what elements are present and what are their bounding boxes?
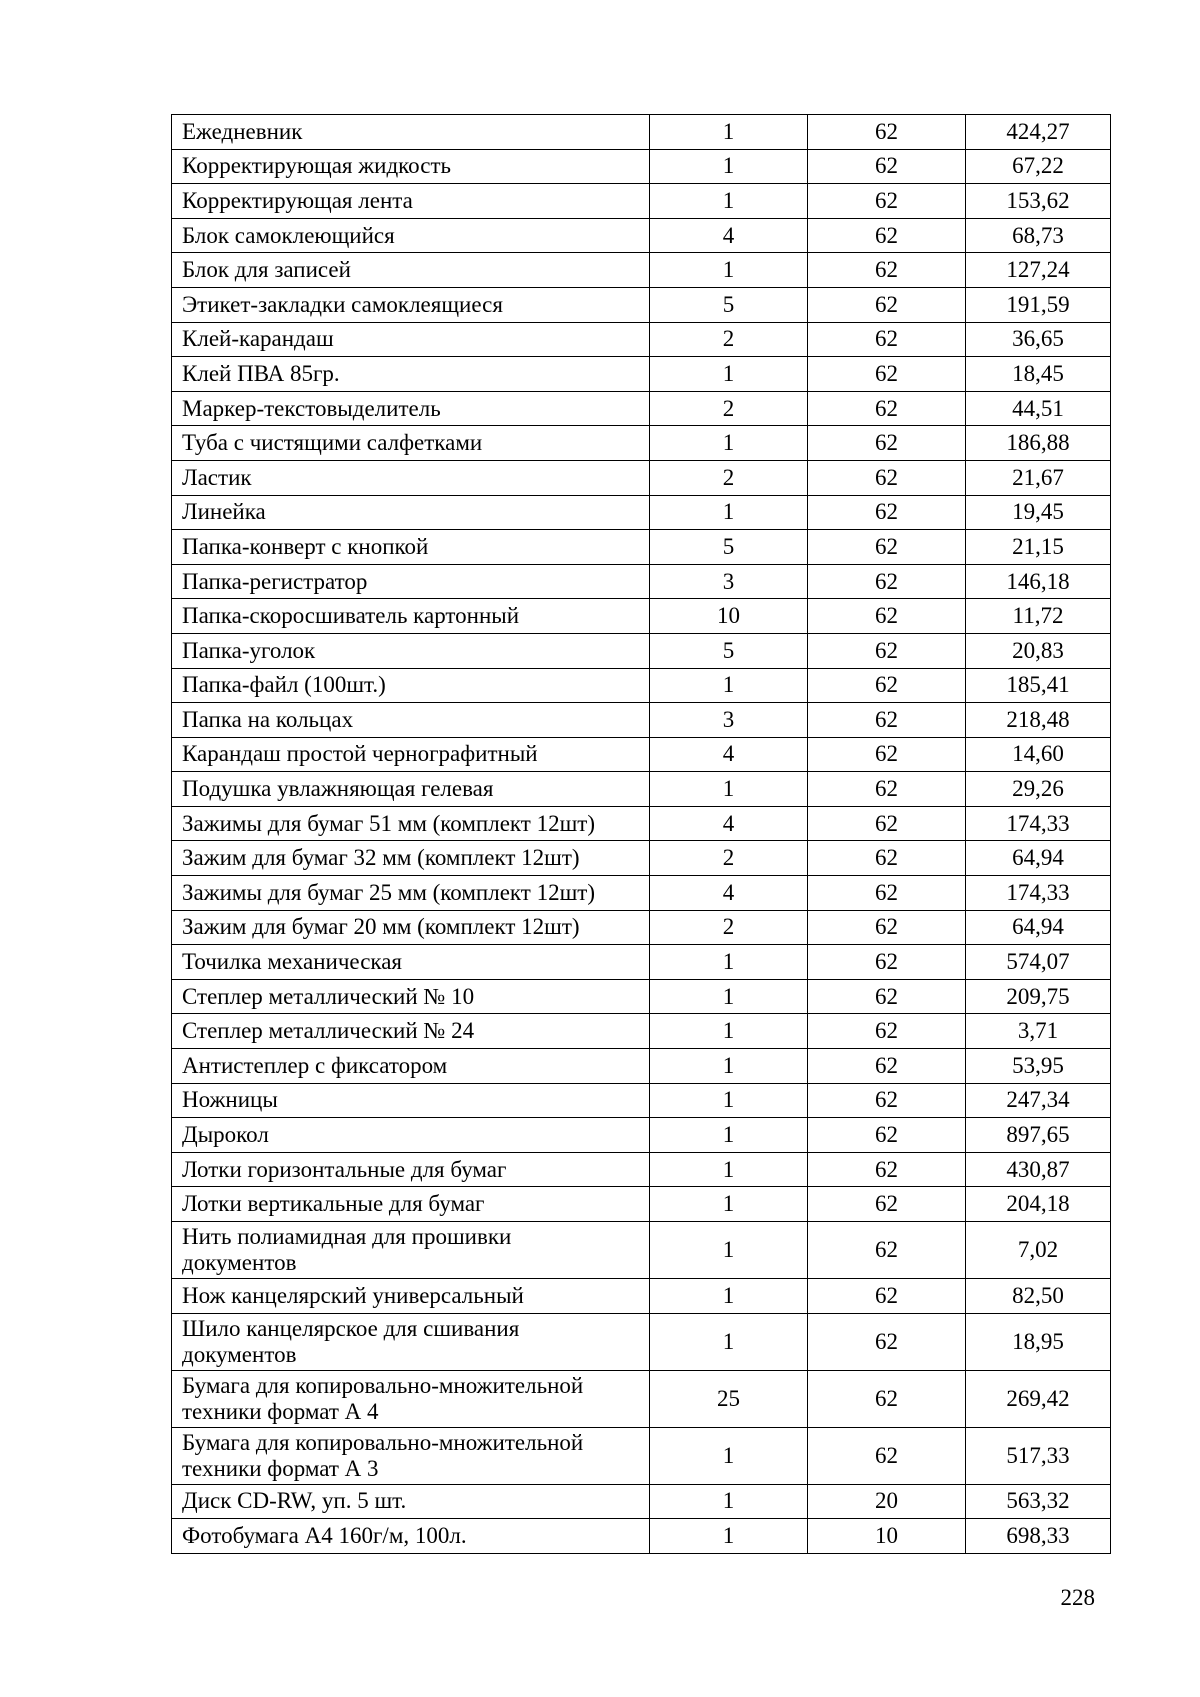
table-row [172, 1187, 1111, 1222]
item-name-cell [172, 357, 650, 392]
item-name-cell [172, 945, 650, 980]
price-cell: 44,51 [966, 391, 1111, 426]
table-row [172, 530, 1111, 565]
supplies-table [171, 114, 1111, 1554]
item-name-line: Бумага для копировально-множительной [182, 1372, 584, 1398]
item-name-cell [172, 184, 650, 219]
quantity-cell: 3 [650, 564, 808, 599]
price-cell: 64,94 [966, 841, 1111, 876]
quantity-cell: 1 [650, 253, 808, 288]
table-row [172, 1484, 1111, 1519]
price-cell: 517,33 [966, 1427, 1111, 1484]
quantity-cell: 1 [650, 1187, 808, 1222]
quantity-cell: 1 [650, 1118, 808, 1153]
price-cell: 21,15 [966, 530, 1111, 565]
table-row [172, 841, 1111, 876]
quantity-cell: 4 [650, 737, 808, 772]
quantity-cell: 1 [650, 495, 808, 530]
quantity-cell: 1 [650, 668, 808, 703]
price-cell: 82,50 [966, 1279, 1111, 1314]
quantity-cell: 2 [650, 910, 808, 945]
item-name-cell [172, 1152, 650, 1187]
table-row [172, 772, 1111, 807]
table-row [172, 495, 1111, 530]
table-row [172, 599, 1111, 634]
item-name-line: Бумага для копировально-множительной [182, 1429, 584, 1455]
price-cell: 269,42 [966, 1370, 1111, 1427]
item-name-line: Папка-уголок [182, 637, 316, 663]
quantity-cell: 1 [650, 1313, 808, 1370]
item-name-cell [172, 668, 650, 703]
item-name-cell [172, 149, 650, 184]
quantity-cell: 1 [650, 184, 808, 219]
item-name-cell [172, 1187, 650, 1222]
item-name-cell [172, 599, 650, 634]
item-name-line: документов [182, 1250, 297, 1275]
code-cell: 62 [808, 1083, 966, 1118]
price-cell: 14,60 [966, 737, 1111, 772]
table-row [172, 149, 1111, 184]
table-row [172, 633, 1111, 668]
code-cell: 62 [808, 1014, 966, 1049]
item-name-line: Степлер металлический № 24 [182, 1018, 475, 1044]
price-cell: 574,07 [966, 945, 1111, 980]
code-cell: 62 [808, 253, 966, 288]
table-row [172, 979, 1111, 1014]
code-cell: 62 [808, 1187, 966, 1222]
item-name-line: Блок для записей [182, 257, 351, 283]
code-cell: 62 [808, 149, 966, 184]
quantity-cell: 1 [650, 357, 808, 392]
price-cell: 18,45 [966, 357, 1111, 392]
table-row [172, 1118, 1111, 1153]
item-name-line: Нить полиамидная для прошивки [182, 1224, 512, 1249]
item-name-line: Лотки вертикальные для бумаг [182, 1191, 485, 1217]
item-name-cell [172, 703, 650, 738]
item-name-line: Папка-файл (100шт.) [182, 672, 386, 698]
table-row [172, 876, 1111, 911]
table-row [172, 391, 1111, 426]
table-row [172, 945, 1111, 980]
code-cell: 62 [808, 460, 966, 495]
item-name-cell [172, 530, 650, 565]
item-name-cell [172, 426, 650, 461]
code-cell: 62 [808, 391, 966, 426]
code-cell: 62 [808, 841, 966, 876]
table-row [172, 1279, 1111, 1314]
item-name-line: Корректирующая жидкость [182, 153, 451, 179]
quantity-cell: 1 [650, 1083, 808, 1118]
price-cell: 18,95 [966, 1313, 1111, 1370]
item-name-line: техники формат А 3 [182, 1455, 379, 1481]
table-row [172, 668, 1111, 703]
quantity-cell: 1 [650, 1152, 808, 1187]
price-cell: 563,32 [966, 1484, 1111, 1519]
item-name-line: Этикет-закладки самоклеящиеся [182, 291, 503, 317]
price-cell: 424,27 [966, 115, 1111, 150]
price-cell: 204,18 [966, 1187, 1111, 1222]
price-cell: 11,72 [966, 599, 1111, 634]
item-name-cell [172, 253, 650, 288]
item-name-cell [172, 1519, 650, 1554]
item-name-cell [172, 806, 650, 841]
item-name-cell [172, 1222, 650, 1279]
code-cell: 62 [808, 115, 966, 150]
price-cell: 430,87 [966, 1152, 1111, 1187]
item-name-line: Корректирующая лента [182, 187, 413, 213]
table-row [172, 322, 1111, 357]
item-name-cell [172, 495, 650, 530]
table-row [172, 1313, 1111, 1370]
page-number: 228 [1060, 1585, 1095, 1610]
table-row [172, 460, 1111, 495]
item-name-cell [172, 322, 650, 357]
code-cell: 62 [808, 530, 966, 565]
item-name-line: документов [182, 1341, 297, 1367]
code-cell: 62 [808, 322, 966, 357]
price-cell: 64,94 [966, 910, 1111, 945]
table-row [172, 703, 1111, 738]
price-cell: 186,88 [966, 426, 1111, 461]
code-cell: 62 [808, 1427, 966, 1484]
item-name-line: Туба с чистящими салфетками [182, 430, 483, 456]
item-name-cell [172, 737, 650, 772]
quantity-cell: 1 [650, 945, 808, 980]
item-name-line: Ластик [182, 464, 252, 490]
price-cell: 153,62 [966, 184, 1111, 219]
quantity-cell: 5 [650, 287, 808, 322]
code-cell: 20 [808, 1484, 966, 1519]
item-name-line: Нож канцелярский универсальный [182, 1282, 524, 1308]
price-cell: 19,45 [966, 495, 1111, 530]
item-name-line: Клей ПВА 85гр. [182, 360, 340, 386]
item-name-line: Диск CD-RW, уп. 5 шт. [182, 1488, 407, 1514]
item-name-cell [172, 564, 650, 599]
item-name-cell [172, 1083, 650, 1118]
code-cell: 10 [808, 1519, 966, 1554]
code-cell: 62 [808, 910, 966, 945]
code-cell: 62 [808, 806, 966, 841]
table-row [172, 184, 1111, 219]
item-name-cell [172, 633, 650, 668]
item-name-line: Блок самоклеющийся [182, 222, 395, 248]
code-cell: 62 [808, 737, 966, 772]
item-name-cell [172, 1427, 650, 1484]
item-name-line: Папка-скоросшиватель картонный [182, 603, 520, 629]
code-cell: 62 [808, 1222, 966, 1279]
code-cell: 62 [808, 703, 966, 738]
price-cell: 247,34 [966, 1083, 1111, 1118]
price-cell: 7,02 [966, 1222, 1111, 1279]
quantity-cell: 4 [650, 218, 808, 253]
item-name-cell [172, 772, 650, 807]
table-row [172, 1083, 1111, 1118]
price-cell: 53,95 [966, 1049, 1111, 1084]
item-name-cell [172, 287, 650, 322]
table-row [172, 1014, 1111, 1049]
table-row [172, 1370, 1111, 1427]
item-name-line: Зажим для бумаг 20 мм (комплект 12шт) [182, 914, 580, 940]
table-row [172, 1222, 1111, 1279]
item-name-line: Шило канцелярское для сшивания [182, 1315, 520, 1341]
quantity-cell: 1 [650, 1014, 808, 1049]
item-name-cell [172, 979, 650, 1014]
quantity-cell: 2 [650, 391, 808, 426]
item-name-line: Дырокол [182, 1122, 269, 1148]
item-name-line: Точилка механическая [182, 949, 403, 975]
quantity-cell: 10 [650, 599, 808, 634]
code-cell: 62 [808, 979, 966, 1014]
code-cell: 62 [808, 668, 966, 703]
quantity-cell: 4 [650, 806, 808, 841]
code-cell: 62 [808, 564, 966, 599]
item-name-line: Подушка увлажняющая гелевая [182, 776, 494, 802]
price-cell: 185,41 [966, 668, 1111, 703]
item-name-cell [172, 1014, 650, 1049]
item-name-line: Папка-регистратор [182, 568, 368, 594]
item-name-line: Зажимы для бумаг 25 мм (комплект 12шт) [182, 879, 595, 905]
code-cell: 62 [808, 772, 966, 807]
item-name-cell [172, 1313, 650, 1370]
item-name-line: Ежедневник [182, 118, 303, 144]
price-cell: 897,65 [966, 1118, 1111, 1153]
table-row [172, 357, 1111, 392]
item-name-line: Лотки горизонтальные для бумаг [182, 1156, 507, 1182]
item-name-line: Фотобумага А4 160г/м, 100л. [182, 1522, 467, 1548]
price-cell: 29,26 [966, 772, 1111, 807]
item-name-cell [172, 1484, 650, 1519]
table-row [172, 287, 1111, 322]
item-name-cell [172, 115, 650, 150]
item-name-cell [172, 1370, 650, 1427]
table-row [172, 426, 1111, 461]
code-cell: 62 [808, 357, 966, 392]
item-name-line: техники формат А 4 [182, 1398, 379, 1424]
code-cell: 62 [808, 1370, 966, 1427]
code-cell: 62 [808, 426, 966, 461]
table-row [172, 1152, 1111, 1187]
quantity-cell: 1 [650, 149, 808, 184]
quantity-cell: 2 [650, 460, 808, 495]
code-cell: 62 [808, 495, 966, 530]
table-row [172, 115, 1111, 150]
code-cell: 62 [808, 945, 966, 980]
table-row [172, 737, 1111, 772]
item-name-line: Папка на кольцах [182, 706, 354, 732]
quantity-cell: 1 [650, 1049, 808, 1084]
quantity-cell: 5 [650, 633, 808, 668]
supplies-table-body [172, 115, 1111, 1554]
price-cell: 21,67 [966, 460, 1111, 495]
quantity-cell: 3 [650, 703, 808, 738]
item-name-cell [172, 876, 650, 911]
quantity-cell: 2 [650, 322, 808, 357]
table-row [172, 1049, 1111, 1084]
table-row [172, 1519, 1111, 1554]
price-cell: 218,48 [966, 703, 1111, 738]
code-cell: 62 [808, 1279, 966, 1314]
code-cell: 62 [808, 1152, 966, 1187]
quantity-cell: 4 [650, 876, 808, 911]
code-cell: 62 [808, 633, 966, 668]
item-name-cell [172, 910, 650, 945]
price-cell: 127,24 [966, 253, 1111, 288]
item-name-line: Линейка [182, 499, 266, 525]
table-row [172, 806, 1111, 841]
quantity-cell: 1 [650, 1222, 808, 1279]
item-name-line: Папка-конверт с кнопкой [182, 533, 429, 559]
quantity-cell: 1 [650, 772, 808, 807]
item-name-line: Клей-карандаш [182, 326, 334, 352]
price-cell: 191,59 [966, 287, 1111, 322]
price-cell: 146,18 [966, 564, 1111, 599]
item-name-cell [172, 841, 650, 876]
item-name-line: Антистеплер с фиксатором [182, 1052, 448, 1078]
price-cell: 3,71 [966, 1014, 1111, 1049]
quantity-cell: 25 [650, 1370, 808, 1427]
item-name-cell [172, 1279, 650, 1314]
code-cell: 62 [808, 1313, 966, 1370]
item-name-cell [172, 1118, 650, 1153]
price-cell: 20,83 [966, 633, 1111, 668]
item-name-cell [172, 391, 650, 426]
item-name-cell [172, 460, 650, 495]
code-cell: 62 [808, 599, 966, 634]
item-name-cell [172, 1049, 650, 1084]
item-name-line: Ножницы [182, 1087, 278, 1113]
table-row [172, 253, 1111, 288]
item-name-line: Карандаш простой чернографитный [182, 741, 538, 767]
code-cell: 62 [808, 218, 966, 253]
price-cell: 698,33 [966, 1519, 1111, 1554]
quantity-cell: 1 [650, 1427, 808, 1484]
code-cell: 62 [808, 287, 966, 322]
price-cell: 68,73 [966, 218, 1111, 253]
price-cell: 67,22 [966, 149, 1111, 184]
code-cell: 62 [808, 1049, 966, 1084]
table-row [172, 218, 1111, 253]
table-row [172, 564, 1111, 599]
quantity-cell: 1 [650, 1279, 808, 1314]
table-row [172, 1427, 1111, 1484]
item-name-line: Зажимы для бумаг 51 мм (комплект 12шт) [182, 810, 595, 836]
quantity-cell: 1 [650, 426, 808, 461]
item-name-line: Зажим для бумаг 32 мм (комплект 12шт) [182, 845, 580, 871]
quantity-cell: 2 [650, 841, 808, 876]
code-cell: 62 [808, 184, 966, 219]
quantity-cell: 1 [650, 1519, 808, 1554]
table-row [172, 910, 1111, 945]
price-cell: 36,65 [966, 322, 1111, 357]
price-cell: 174,33 [966, 876, 1111, 911]
quantity-cell: 1 [650, 115, 808, 150]
quantity-cell: 1 [650, 1484, 808, 1519]
item-name-line: Маркер-текстовыделитель [182, 395, 441, 421]
item-name-line: Степлер металлический № 10 [182, 983, 475, 1009]
item-name-cell [172, 218, 650, 253]
price-cell: 174,33 [966, 806, 1111, 841]
code-cell: 62 [808, 876, 966, 911]
code-cell: 62 [808, 1118, 966, 1153]
price-cell: 209,75 [966, 979, 1111, 1014]
quantity-cell: 5 [650, 530, 808, 565]
quantity-cell: 1 [650, 979, 808, 1014]
